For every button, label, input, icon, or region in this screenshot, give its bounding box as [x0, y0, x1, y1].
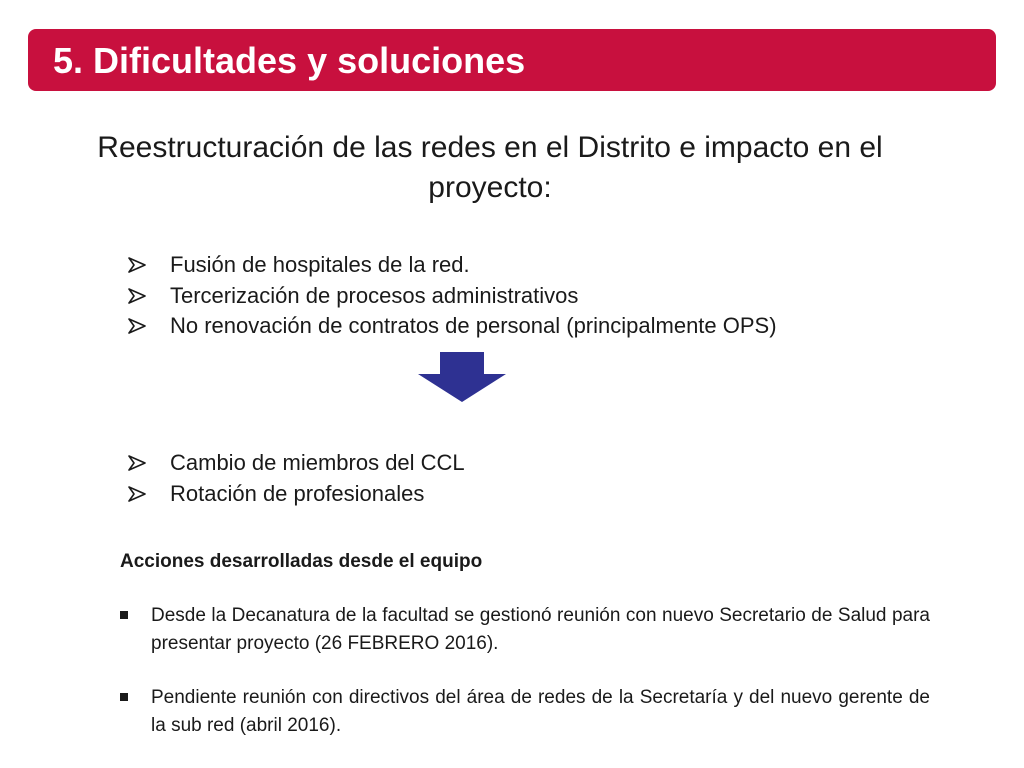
- arrowhead-bullet-icon: [128, 288, 150, 304]
- title-bar: [28, 29, 996, 91]
- square-bullet-icon: [120, 693, 128, 701]
- impact-text: No renovación de contratos de personal (principalmente OPS): [170, 313, 777, 338]
- impacts-list: [128, 250, 777, 342]
- square-bullet-icon: [120, 611, 128, 619]
- arrowhead-bullet-icon: [128, 318, 150, 334]
- arrowhead-bullet-icon: [128, 257, 150, 273]
- list-item: [128, 281, 777, 312]
- arrowhead-bullet-icon: [128, 455, 150, 471]
- result-text: Cambio de miembros del CCL: [170, 450, 465, 475]
- list-item: [128, 479, 465, 510]
- list-item: [128, 311, 777, 342]
- list-item: [128, 448, 465, 479]
- actions-heading: Acciones desarrolladas desde el equipo: [120, 551, 483, 572]
- action-item: [120, 602, 930, 658]
- action-text: Pendiente reunión con directivos del área de redes de la Secretaría y del nuevo gerente de la sub red (abril 2016).: [151, 687, 930, 736]
- result-text: Rotación de profesionales: [170, 480, 425, 506]
- impact-text: Tercerización de procesos administrativos: [170, 282, 579, 308]
- action-item: [120, 684, 930, 740]
- action-text: Desde la Decanatura de la facultad se gestionó reunión con nuevo Secretario de Salud para presentar proyecto (26 FEBRERO 2016).: [151, 605, 930, 654]
- slide-title: 5. Dificultades y soluciones: [53, 40, 526, 81]
- impact-text: Fusión de hospitales de la red.: [170, 252, 470, 277]
- down-arrow-icon: [416, 352, 508, 404]
- results-list: [128, 448, 465, 509]
- slide-subtitle: Reestructuración de las redes en el Distrito e impacto en el proyecto:: [97, 131, 883, 204]
- arrowhead-bullet-icon: [128, 486, 150, 502]
- list-item: [128, 250, 777, 281]
